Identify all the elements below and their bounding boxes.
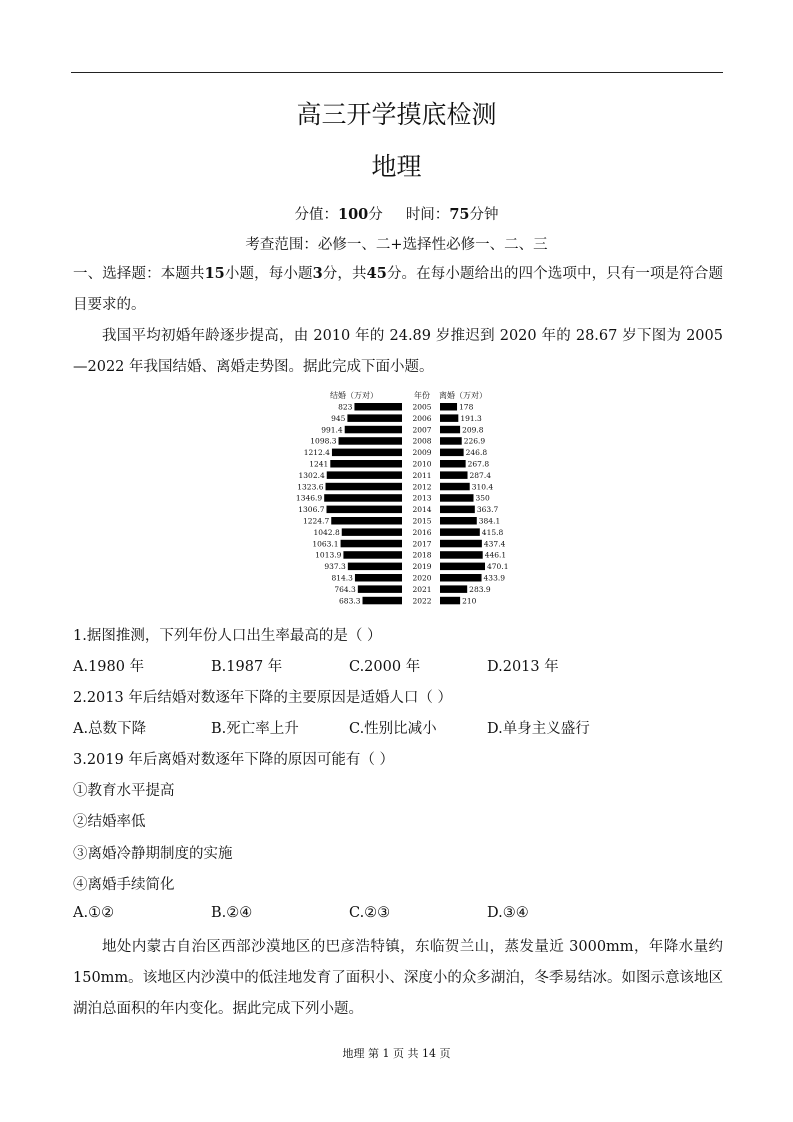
divorce-value-label: 287.4 xyxy=(469,470,492,480)
marriage-value-label: 1212.4 xyxy=(303,448,330,458)
year-label: 2021 xyxy=(412,584,432,594)
year-label: 2016 xyxy=(412,527,432,537)
marriage-value-label: 1063.1 xyxy=(312,539,339,549)
year-label: 2014 xyxy=(412,505,432,515)
divorce-value-label: 226.9 xyxy=(463,436,486,446)
divorce-bar xyxy=(440,494,474,502)
divorce-bar xyxy=(440,551,483,559)
exam-title: 高三开学摸底检测 xyxy=(296,100,497,129)
instr-points: 3 xyxy=(312,265,323,282)
year-label: 2005 xyxy=(412,402,432,412)
q2-option-c[interactable]: C.性别比减小 xyxy=(349,721,437,737)
q3-item-3: ③离婚冷静期制度的实施 xyxy=(73,846,233,862)
subject-title: 地理 xyxy=(371,152,422,181)
divorce-bar xyxy=(440,471,468,479)
divorce-bar xyxy=(440,528,480,536)
marriage-value-label: 1224.7 xyxy=(302,516,330,526)
marriage-value-label: 1042.8 xyxy=(313,527,340,537)
divorce-value-label: 437.4 xyxy=(483,539,506,549)
marriage-value-label: 764.3 xyxy=(334,584,356,594)
chart-header-marriage: 结婚（万对） xyxy=(330,391,378,400)
exam-scope: 考查范围：必修一、二+选择性必修一、二、三 xyxy=(245,237,548,253)
year-label: 2009 xyxy=(412,448,432,458)
marriage-bar xyxy=(341,540,402,548)
q1-option-a[interactable]: A.1980 年 xyxy=(73,659,145,675)
marriage-bar xyxy=(347,414,402,422)
time-label: 时间： xyxy=(405,207,450,223)
instr-count: 15 xyxy=(204,265,225,282)
marriage-bar xyxy=(345,426,402,434)
marriage-value-label: 823 xyxy=(338,402,353,412)
marriage-bar xyxy=(327,471,402,479)
divorce-bar xyxy=(440,574,482,582)
marriage-divorce-chart xyxy=(260,386,530,614)
marriage-value-label: 991.4 xyxy=(321,425,343,435)
divorce-bar xyxy=(440,585,467,593)
divorce-bar xyxy=(440,483,470,491)
divorce-bar xyxy=(440,506,475,513)
divorce-bar xyxy=(440,563,485,571)
time-unit: 分钟 xyxy=(469,207,499,223)
q3-option-a[interactable]: A.①② xyxy=(73,905,115,921)
marriage-value-label: 1241 xyxy=(309,459,329,469)
time-value: 75 xyxy=(449,206,470,223)
divorce-value-label: 384.1 xyxy=(478,516,501,526)
q2-option-b[interactable]: B.死亡率上升 xyxy=(211,721,299,737)
divorce-value-label: 210 xyxy=(462,596,477,606)
marriage-bar xyxy=(354,403,402,411)
q1-option-b[interactable]: B.1987 年 xyxy=(211,659,283,675)
marriage-bar xyxy=(342,528,402,536)
q3-option-b[interactable]: B.②④ xyxy=(211,905,253,921)
q2-option-a[interactable]: A.总数下降 xyxy=(73,721,147,737)
marriage-bar xyxy=(358,585,402,593)
passage-lakes: 地处内蒙古自治区西部沙漠地区的巴彦浩特镇，东临贺兰山，蒸发量近 3000mm，年降水量约 150mm。该地区内沙漠中的低洼地发育了面积小、深度小的众多湖泊，冬季易结冰。如图示意该地区湖泊总面积的年内变化。据此完成下列小题。 xyxy=(73,939,723,1017)
divorce-value-label: 470.1 xyxy=(487,562,509,572)
year-label: 2018 xyxy=(412,550,432,560)
marriage-bar xyxy=(355,574,402,582)
passage-marriage: 我国平均初婚年龄逐步提高，由 2010 年的 24.89 岁推迟到 2020 年的 28.67 岁下图为 2005—2022 年我国结婚、离婚走势图。据此完成下面小题。 xyxy=(73,328,723,375)
q1-option-c[interactable]: C.2000 年 xyxy=(349,659,421,675)
instr-total: 45 xyxy=(366,265,387,282)
header-rule xyxy=(71,72,723,73)
divorce-bar xyxy=(440,517,477,525)
marriage-value-label: 683.3 xyxy=(339,596,361,606)
score-unit: 分 xyxy=(368,207,383,223)
q1-option-d[interactable]: D.2013 年 xyxy=(487,659,559,675)
marriage-value-label: 814.3 xyxy=(331,573,353,583)
year-label: 2008 xyxy=(412,436,432,446)
instr-part: 小题，每小题 xyxy=(224,266,313,282)
divorce-bar xyxy=(440,597,460,605)
year-label: 2011 xyxy=(412,470,432,480)
question-3-stem: 3.2019 年后离婚对数逐年下降的原因可能有（ ） xyxy=(73,752,394,768)
divorce-value-label: 178 xyxy=(459,402,474,412)
divorce-value-label: 267.8 xyxy=(467,459,490,469)
marriage-value-label: 945 xyxy=(331,413,346,423)
score-label: 分值： xyxy=(294,207,338,223)
marriage-value-label: 1013.9 xyxy=(315,550,342,560)
year-label: 2019 xyxy=(412,562,432,572)
marriage-bar xyxy=(332,449,402,457)
divorce-bar xyxy=(440,449,464,457)
year-label: 2012 xyxy=(412,482,432,492)
page-footer: 地理 第 1 页 共 14 页 xyxy=(342,1047,451,1060)
divorce-bar xyxy=(440,426,460,434)
marriage-bar xyxy=(324,494,402,502)
divorce-bar xyxy=(440,403,457,411)
divorce-value-label: 191.3 xyxy=(460,413,482,423)
divorce-value-label: 246.8 xyxy=(465,448,488,458)
marriage-value-label: 1323.6 xyxy=(297,482,324,492)
year-label: 2010 xyxy=(412,459,432,469)
divorce-value-label: 415.8 xyxy=(481,527,504,537)
divorce-bar xyxy=(440,414,458,422)
year-label: 2020 xyxy=(412,573,432,583)
q3-item-2: ②结婚率低 xyxy=(73,814,146,830)
divorce-value-label: 283.9 xyxy=(469,584,491,594)
chart-header-divorce: 离婚（万对） xyxy=(439,391,487,400)
marriage-value-label: 1346.9 xyxy=(295,493,323,503)
marriage-bar xyxy=(331,517,402,525)
year-label: 2022 xyxy=(412,596,432,606)
divorce-value-label: 446.1 xyxy=(484,550,507,560)
divorce-value-label: 363.7 xyxy=(476,505,499,515)
marriage-bar xyxy=(330,460,402,468)
marriage-bar xyxy=(339,437,402,445)
instr-part: 分，共 xyxy=(322,266,367,282)
q2-option-d[interactable]: D.单身主义盛行 xyxy=(487,721,590,737)
q3-item-1: ①教育水平提高 xyxy=(73,783,175,799)
score-time-line xyxy=(0,203,793,224)
section-instructions xyxy=(73,258,723,321)
year-label: 2013 xyxy=(412,493,432,503)
question-1-stem: 1.据图推测，下列年份人口出生率最高的是（ ） xyxy=(73,628,382,644)
question-3-options xyxy=(73,905,633,925)
question-1-options xyxy=(73,655,633,675)
year-label: 2015 xyxy=(412,516,432,526)
score-value: 100 xyxy=(337,206,369,223)
year-label: 2006 xyxy=(412,413,432,423)
divorce-value-label: 350 xyxy=(475,493,490,503)
marriage-bar xyxy=(348,563,402,571)
marriage-value-label: 1098.3 xyxy=(310,436,337,446)
divorce-value-label: 209.8 xyxy=(462,425,484,435)
marriage-bar xyxy=(327,506,402,513)
marriage-bar xyxy=(363,597,402,605)
q3-option-d[interactable]: D.③④ xyxy=(487,905,529,921)
question-2-stem: 2.2013 年后结婚对数逐年下降的主要原因是适婚人口（ ） xyxy=(73,690,452,706)
year-label: 2017 xyxy=(412,539,432,549)
divorce-bar xyxy=(440,437,462,445)
divorce-value-label: 310.4 xyxy=(471,482,494,492)
year-label: 2007 xyxy=(412,425,432,435)
marriage-bar xyxy=(343,551,402,559)
instr-part: 一、选择题：本题共 xyxy=(73,266,205,282)
question-2-options xyxy=(73,717,633,737)
marriage-value-label: 937.3 xyxy=(324,562,346,572)
q3-option-c[interactable]: C.②③ xyxy=(349,905,391,921)
divorce-value-label: 433.9 xyxy=(483,573,506,583)
chart-header-year: 年份 xyxy=(414,391,430,400)
marriage-bar xyxy=(326,483,402,491)
divorce-bar xyxy=(440,460,466,468)
marriage-value-label: 1302.4 xyxy=(298,470,325,480)
q3-item-4: ④离婚手续简化 xyxy=(73,877,175,893)
instr-part: 分。在每小题给出的四个选项中，只有一项是符合题目要求的。 xyxy=(73,266,724,313)
divorce-bar xyxy=(440,540,482,548)
marriage-value-label: 1306.7 xyxy=(298,505,325,515)
